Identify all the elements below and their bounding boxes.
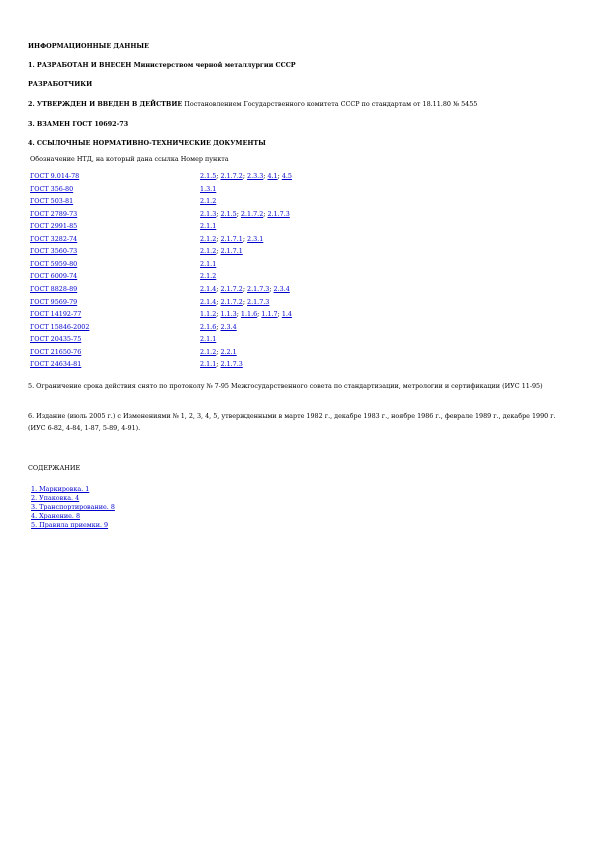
clause-link[interactable]: 2.1.6	[200, 322, 217, 331]
separator: ;	[216, 284, 221, 293]
clause-link[interactable]: 2.1.2	[200, 347, 217, 356]
clause-link[interactable]: 2.1.7.3	[247, 297, 270, 306]
clause-numbers	[200, 185, 216, 193]
section-4: 4. ССЫЛОЧНЫЕ НОРМАТИВНО-ТЕХНИЧЕСКИЕ ДОКУМЕНТЫ	[28, 139, 266, 147]
clause-numbers	[200, 348, 237, 356]
section-1: 1. РАЗРАБОТАН И ВНЕСЕН Министерством черной металлургии СССР	[28, 61, 296, 69]
reference-table-header: Обозначение НТД, на который дана ссылка Номер пункта	[30, 155, 229, 163]
contents-item-link[interactable]: 4. Хранение. 8	[31, 512, 81, 521]
reference-document-link[interactable]: ГОСТ 2991-85	[30, 222, 78, 231]
clause-link[interactable]: 2.1.3	[200, 209, 217, 218]
clause-link[interactable]: 2.1.2	[200, 197, 217, 206]
clause-link[interactable]: 1.4	[281, 310, 292, 319]
separator: ;	[242, 297, 247, 306]
clause-link[interactable]: 2.1.4	[200, 297, 217, 306]
clause-link[interactable]: 2.1.1	[200, 335, 217, 344]
contents-item-link[interactable]: 1. Маркировка. 1	[31, 485, 90, 493]
clause-numbers	[200, 323, 237, 331]
clause-link[interactable]: 2.1.2	[200, 247, 217, 256]
separator: ;	[216, 297, 221, 306]
table-row	[30, 235, 390, 247]
clause-link[interactable]: 4.5	[281, 172, 292, 180]
table-row	[30, 335, 390, 347]
table-row	[30, 310, 390, 322]
table-row	[30, 210, 390, 222]
clause-numbers	[200, 360, 243, 368]
clause-link[interactable]: 2.3.4	[220, 322, 237, 331]
clause-numbers	[200, 260, 216, 268]
info-title: ИНФОРМАЦИОННЫЕ ДАННЫЕ	[28, 42, 149, 50]
clause-link[interactable]: 2.1.5	[200, 172, 217, 180]
clause-link[interactable]: 1.3.1	[200, 184, 217, 193]
section-5: 5. Ограничение срока действия снято по протоколу № 7-95 Межгосударственного совета по стандартизации, метрологии и сертификации (ИУС 11-95)	[28, 382, 543, 390]
clause-link[interactable]: 2.3.4	[273, 284, 290, 293]
separator: ;	[216, 172, 221, 180]
table-row	[30, 298, 390, 310]
table-row	[30, 247, 390, 259]
separator: ;	[216, 209, 221, 218]
clause-numbers	[200, 235, 263, 243]
clause-numbers	[200, 197, 216, 205]
clause-numbers	[200, 310, 292, 318]
clause-link[interactable]: 2.3.3	[247, 172, 264, 180]
reference-document-link[interactable]: ГОСТ 9.014-78	[30, 172, 80, 180]
clause-link[interactable]: 2.1.1	[200, 259, 217, 268]
reference-document-link[interactable]: ГОСТ 21650-76	[30, 347, 82, 356]
clause-numbers	[200, 272, 216, 280]
clause-link[interactable]: 2.3.1	[247, 234, 264, 243]
clause-numbers	[200, 335, 216, 343]
table-row	[30, 222, 390, 234]
separator: ;	[216, 360, 221, 369]
table-row	[30, 172, 390, 184]
separator: ;	[263, 209, 268, 218]
clause-link[interactable]: 2.1.4	[200, 284, 217, 293]
reference-document-link[interactable]: ГОСТ 503-81	[30, 197, 74, 206]
table-row	[30, 260, 390, 272]
section-3: 3. ВЗАМЕН ГОСТ 10692-73	[28, 120, 129, 128]
section-2	[28, 100, 477, 108]
separator: ;	[269, 284, 274, 293]
clause-numbers	[200, 247, 243, 255]
clause-numbers	[200, 222, 216, 230]
table-row	[30, 323, 390, 335]
reference-document-link[interactable]: ГОСТ 5959-80	[30, 259, 78, 268]
clause-link[interactable]: 2.1.7.1	[220, 247, 243, 256]
table-row	[30, 272, 390, 284]
contents-item-link[interactable]: 3. Транспортирование. 8	[31, 503, 115, 512]
reference-document-link[interactable]: ГОСТ 24634-81	[30, 360, 82, 369]
section-6: 6. Издание (июль 2005 г.) с Изменениями № 1, 2, 3, 4, 5, утвержденными в марте 1982 г., декабре 1983 г., ноябре 1986 г., феврале 1989 г., декабре 1990 г. (ИУС 6-82, 4-84, 1-87, 5-89, 4-91).	[28, 412, 556, 432]
table-row	[30, 285, 390, 297]
clause-numbers	[200, 298, 269, 306]
section-2-lead: 2. УТВЕРЖДЕН И ВВЕДЕН В ДЕЙСТВИЕ	[28, 100, 183, 108]
separator: ;	[263, 172, 268, 180]
table-row	[30, 360, 390, 372]
developers-heading: РАЗРАБОТЧИКИ	[28, 80, 93, 88]
clause-link[interactable]: 1.1.2	[200, 310, 217, 319]
clause-link[interactable]: 2.1.5	[220, 209, 237, 218]
reference-document-link[interactable]: ГОСТ 2789-73	[30, 209, 78, 218]
clause-link[interactable]: 2.1.1	[200, 222, 217, 231]
clause-link[interactable]: 2.1.7.1	[220, 234, 243, 243]
clause-link[interactable]: 1.1.7	[261, 310, 278, 319]
clause-link[interactable]: 2.1.2	[200, 272, 217, 281]
separator: ;	[216, 234, 221, 243]
separator: ;	[242, 234, 247, 243]
clause-link[interactable]: 2.1.1	[200, 360, 217, 369]
clause-link[interactable]: 2.1.7.3	[220, 360, 243, 369]
reference-document-link[interactable]: ГОСТ 14192-77	[30, 310, 82, 319]
reference-document-link[interactable]: ГОСТ 8828-89	[30, 284, 78, 293]
clause-link[interactable]: 2.1.7.2	[240, 209, 264, 218]
separator: ;	[236, 209, 241, 218]
clause-link[interactable]: 2.1.7.3	[267, 209, 290, 218]
clause-numbers	[200, 210, 290, 218]
table-row	[30, 185, 390, 197]
clause-link[interactable]: 2.1.2	[200, 234, 217, 243]
separator: ;	[257, 310, 262, 319]
reference-document-link[interactable]: ГОСТ 3282-74	[30, 234, 78, 243]
reference-document-link[interactable]: ГОСТ 6009-74	[30, 272, 78, 281]
separator: ;	[216, 310, 221, 319]
reference-document-link[interactable]: ГОСТ 3560-73	[30, 247, 78, 256]
reference-document-link[interactable]: ГОСТ 15846-2002	[30, 322, 90, 331]
reference-document-link[interactable]: ГОСТ 20435-75	[30, 335, 82, 344]
clause-link[interactable]: 2.1.7.2	[220, 172, 243, 180]
separator: ;	[216, 322, 221, 331]
contents-title: СОДЕРЖАНИЕ	[28, 464, 81, 472]
separator: ;	[242, 284, 247, 293]
clause-link[interactable]: 1.1.6	[240, 310, 258, 319]
clause-link[interactable]: 2.2.1	[220, 347, 237, 356]
table-row	[30, 197, 390, 209]
separator: ;	[242, 172, 247, 180]
section-2-rest: Постановлением Государственного комитета СССР по стандартам от 18.11.80 № 5455	[182, 100, 478, 108]
clause-numbers	[200, 285, 290, 293]
separator: ;	[277, 172, 282, 180]
table-row	[30, 348, 390, 360]
clause-link[interactable]: 2.1.7.3	[247, 284, 270, 293]
clause-numbers	[200, 172, 292, 180]
separator: ;	[216, 247, 221, 256]
clause-link[interactable]: 2.1.7.2	[220, 297, 243, 306]
clause-link[interactable]: 2.1.7.2	[220, 284, 243, 293]
separator: ;	[236, 310, 241, 319]
contents-item-link[interactable]: 5. Правила приемки. 9	[31, 521, 109, 530]
contents-item-link[interactable]: 2. Упаковка. 4	[31, 494, 80, 503]
reference-document-link[interactable]: ГОСТ 9569-79	[30, 297, 78, 306]
separator: ;	[216, 347, 221, 356]
separator: ;	[277, 310, 282, 319]
reference-document-link[interactable]: ГОСТ 356-80	[30, 184, 74, 193]
clause-link[interactable]: 1.1.3	[220, 310, 237, 319]
clause-link[interactable]: 4.1	[267, 172, 278, 180]
